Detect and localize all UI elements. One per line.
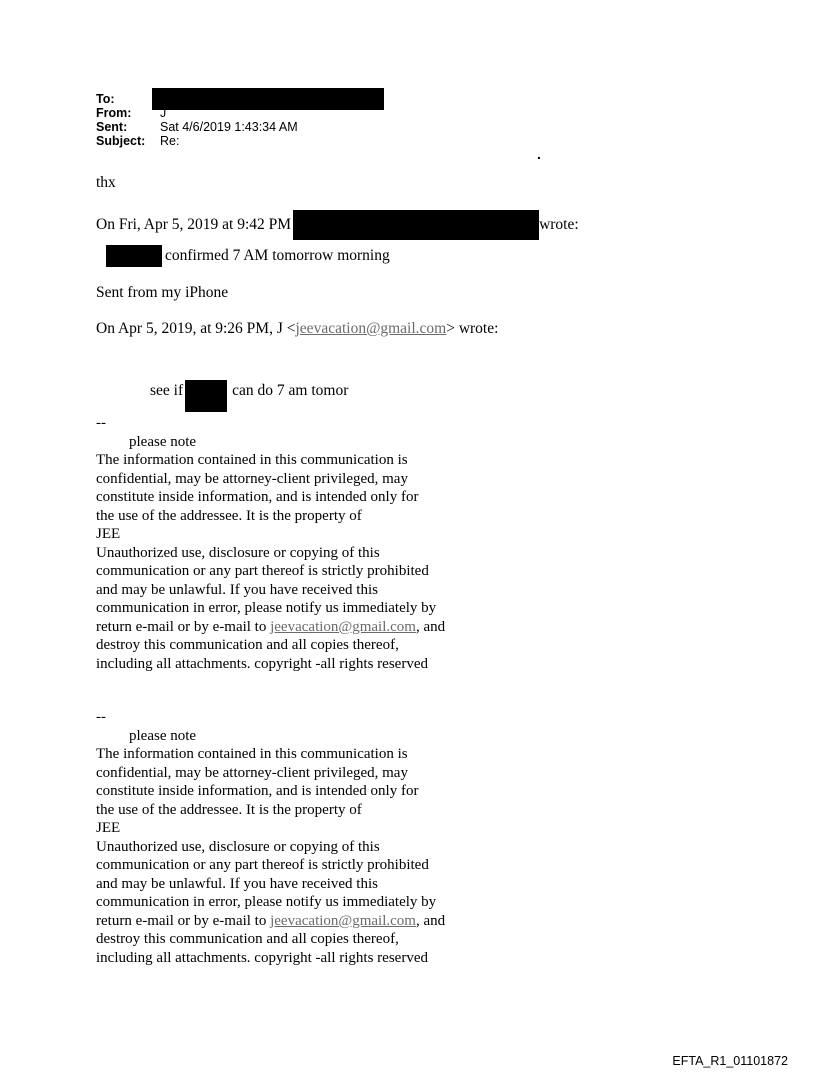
disclaimer-line: including all attachments. copyright -all rights reserved [96, 949, 428, 966]
disclaimer-email-link[interactable]: jeevacation@gmail.com [270, 912, 416, 929]
sent-label: Sent: [96, 120, 128, 134]
redaction-bar [106, 245, 162, 267]
to-label: To: [96, 92, 115, 106]
quote1-attribution [96, 210, 579, 240]
disclaimer-line: Unauthorized use, disclosure or copying of this [96, 838, 380, 855]
disclaimer-line-suffix: , and [415, 618, 446, 635]
sent-value: Sat 4/6/2019 1:43:34 AM [160, 120, 298, 134]
disclaimer-line: constitute inside information, and is intended only for [96, 489, 419, 505]
disclaimer-line: the use of the addressee. It is the property of [96, 801, 362, 818]
subject-label: Subject: [96, 134, 146, 148]
disclaimer-note: please note [129, 727, 197, 744]
signature-separator: -- [96, 709, 106, 725]
sent-from-line: Sent from my iPhone [96, 284, 229, 301]
disclaimer-line: The information contained in this communication is [96, 746, 408, 762]
disclaimer-line [96, 912, 445, 931]
disclaimer-line: and may be unlawful. If you have received this [96, 875, 378, 892]
disclaimer-line: communication or any part thereof is strictly prohibited [96, 857, 429, 873]
disclaimer-line: communication in error, please notify us immediately by [96, 600, 437, 616]
stray-mark: . [537, 146, 541, 162]
disclaimer-line: destroy this communication and all copies thereof, [96, 931, 399, 947]
disclaimer-line: destroy this communication and all copies thereof, [96, 637, 399, 653]
confirmed-line [106, 245, 390, 267]
subject-row [96, 134, 384, 148]
disclaimer-line: including all attachments. copyright -all rights reserved [96, 655, 428, 672]
redaction-bar [185, 380, 227, 412]
quote2-suffix: > wrote: [446, 320, 499, 337]
confirmed-text: confirmed 7 AM tomorrow morning [165, 247, 390, 264]
disclaimer-line: communication or any part thereof is strictly prohibited [96, 563, 429, 579]
disclaimer-line: the use of the addressee. It is the property of [96, 507, 362, 524]
disclaimer-line: The information contained in this communication is [96, 452, 408, 468]
disclaimer-block-2 [96, 708, 445, 967]
disclaimer-email-link[interactable]: jeevacation@gmail.com [270, 618, 416, 635]
request-line [150, 370, 348, 412]
disclaimer-line: JEE [96, 820, 121, 836]
quote1-prefix: On Fri, Apr 5, 2019 at 9:42 PM [96, 216, 292, 233]
to-row [96, 92, 384, 106]
redaction-bar [152, 88, 384, 110]
from-value: J [160, 106, 167, 120]
disclaimer-line: communication in error, please notify us immediately by [96, 894, 437, 910]
quote2-email-link[interactable]: jeevacation@gmail.com [295, 320, 447, 337]
quote2-prefix: On Apr 5, 2019, at 9:26 PM, J < [96, 320, 296, 337]
request-prefix: see if [150, 382, 184, 399]
redaction-bar [293, 210, 539, 240]
disclaimer-line-prefix: return e-mail or by e-mail to [96, 618, 271, 635]
request-suffix: can do 7 am tomor [232, 382, 349, 399]
reply-text: thx [96, 174, 116, 191]
disclaimer-line: confidential, may be attorney-client privileged, may [96, 764, 408, 781]
quote2-attribution [96, 320, 498, 338]
disclaimer-note: please note [129, 433, 197, 450]
disclaimer-line: and may be unlawful. If you have received this [96, 581, 378, 598]
disclaimer-line [96, 618, 445, 637]
disclaimer-line-prefix: return e-mail or by e-mail to [96, 912, 271, 929]
email-header [96, 92, 384, 148]
signature-separator: -- [96, 415, 106, 431]
quote1-suffix: wrote: [539, 216, 579, 233]
sent-row [96, 120, 384, 134]
subject-value: Re: [160, 134, 180, 148]
from-label: From: [96, 106, 132, 120]
disclaimer-line-suffix: , and [415, 912, 446, 929]
disclaimer-line: confidential, may be attorney-client privileged, may [96, 470, 408, 487]
disclaimer-line: constitute inside information, and is intended only for [96, 783, 419, 799]
document-id: EFTA_R1_01101872 [672, 1054, 788, 1068]
disclaimer-block-1 [96, 414, 445, 673]
disclaimer-line: JEE [96, 526, 121, 542]
disclaimer-line: Unauthorized use, disclosure or copying of this [96, 544, 380, 561]
